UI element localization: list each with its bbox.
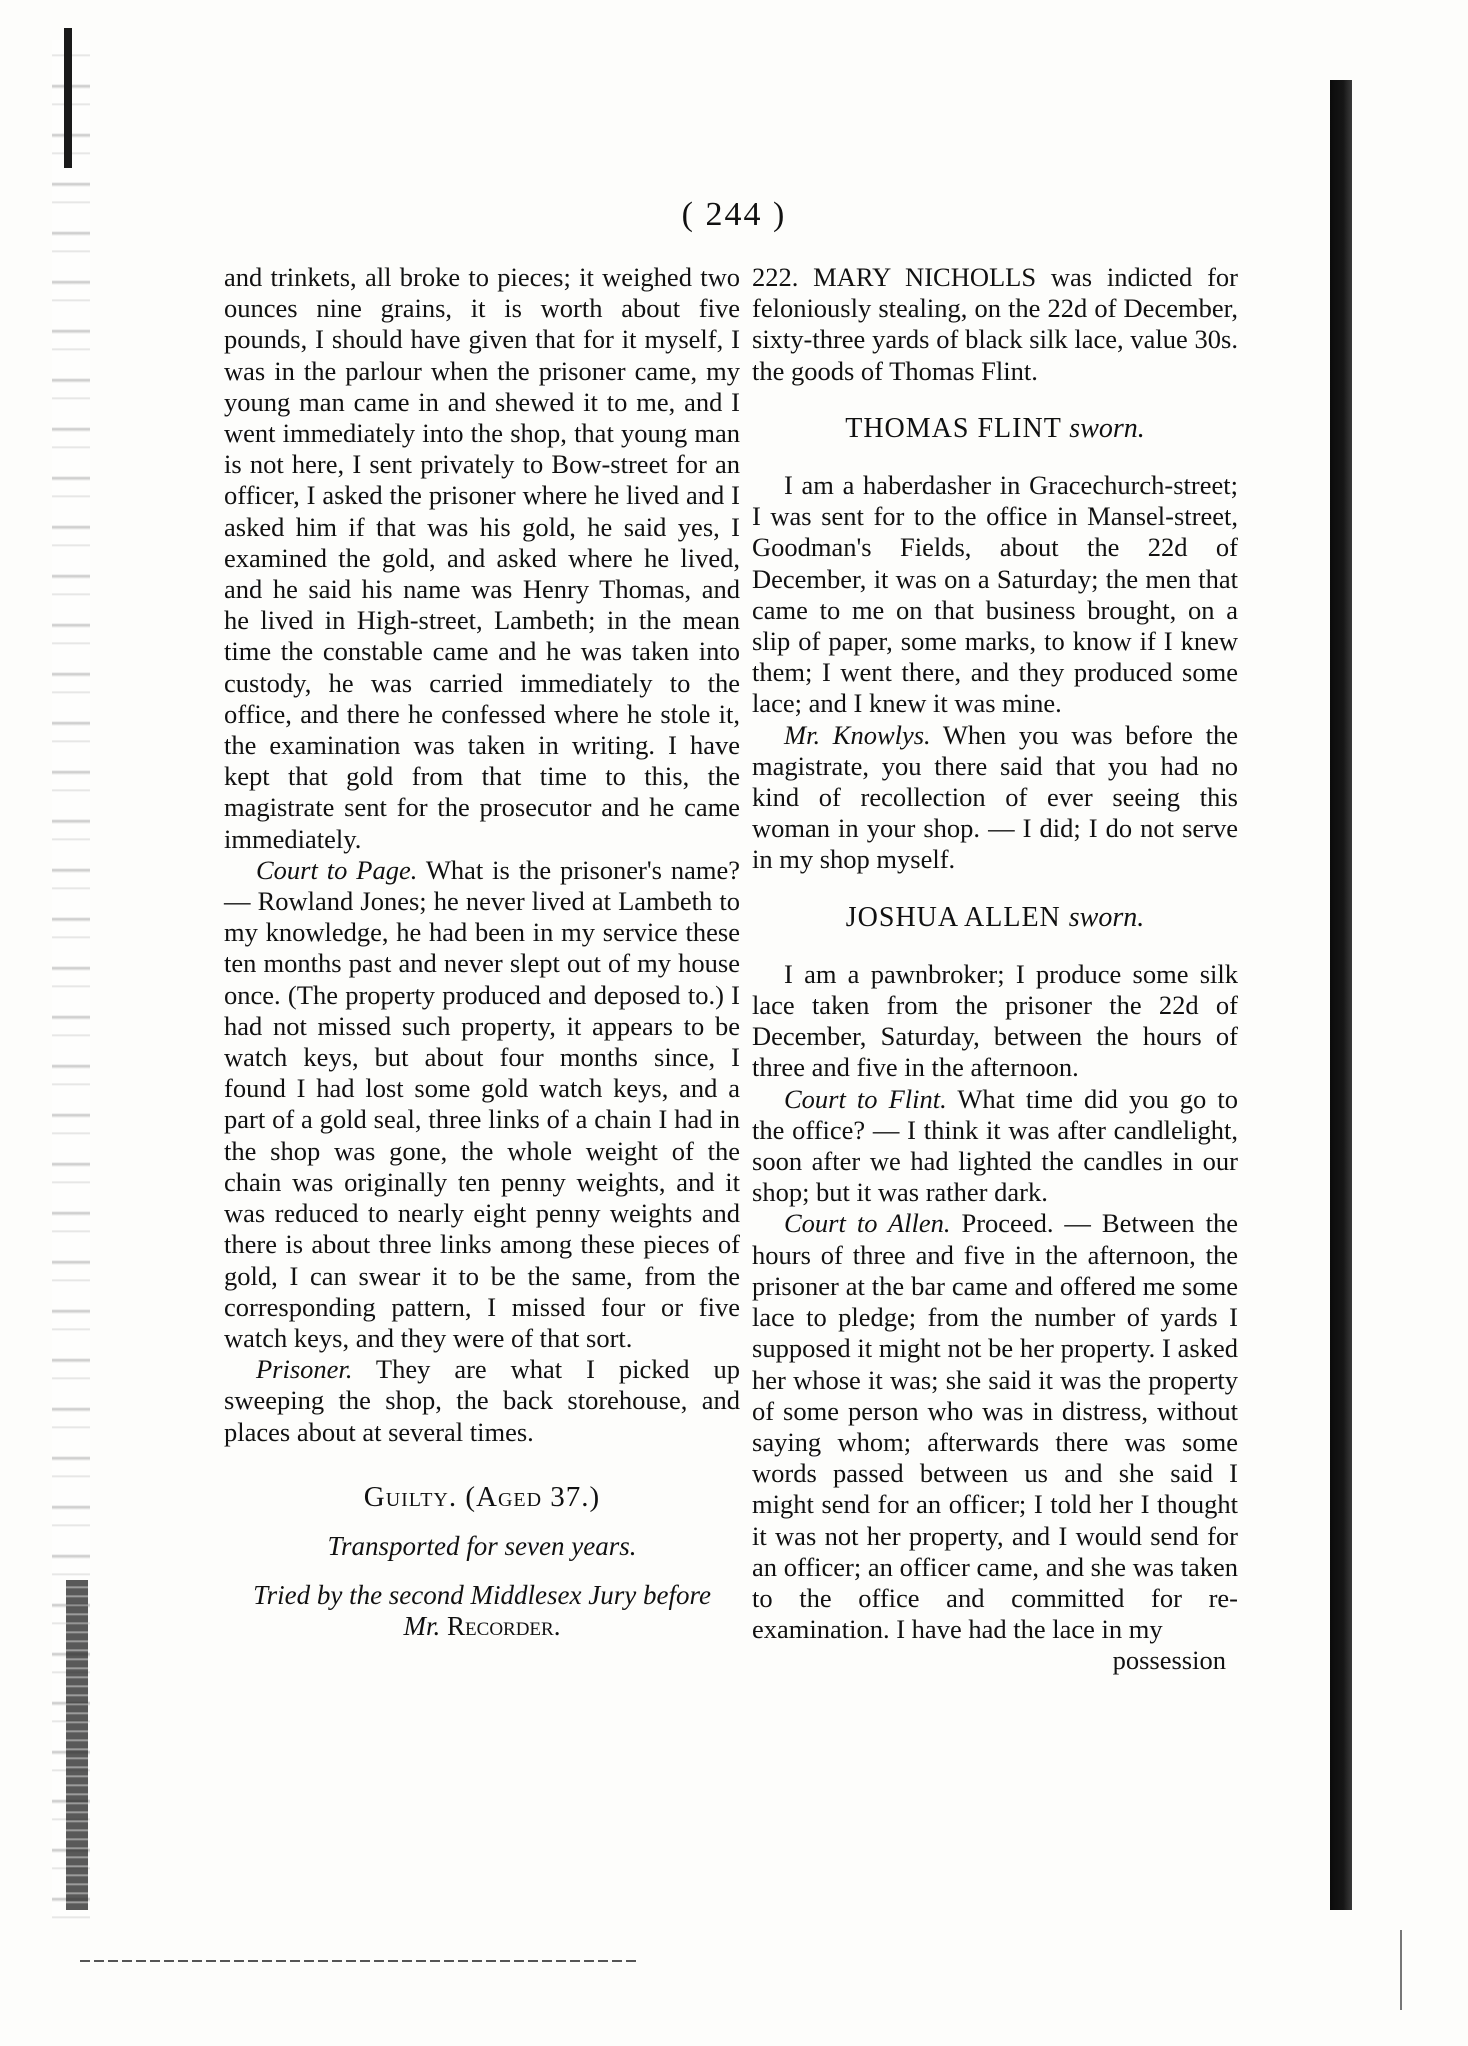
- speaker-label: Court to Flint.: [784, 1083, 947, 1114]
- paragraph-text: When you was before the magistrate, you there said that you had no kind of recollection of ever seeing this woman in your shop. — I did; I do not serve in my shop myself.: [752, 719, 1238, 875]
- scan-mark-bottom-left: [66, 1580, 88, 1910]
- verdict: Guilty. (Aged 37.): [363, 1480, 601, 1513]
- paragraph: I am a haberdasher in Gracechurch-street; I was sent for to the office in Mansel-street, Goodman's Fields, about the 22d of December, it was on a Saturday; the men that came to me on that business brought, on a slip of paper, some marks, to know if I knew them; I went there, and they produced some lace; and I knew it was mine.: [752, 470, 1238, 719]
- paragraph-text: What is the prisoner's name? — Rowland Jones; he never lived at Lambeth to my knowledge, he had been in my service these ten months past and never slept out of my house once. (The property produced and deposed to.) I had not missed such property, it appears to be watch keys, but about four months since, I found I had lost some gold watch keys, and a part of a gold seal, three links of a chain I had in the shop was gone, the whole weight of the chain was originally ten penny weights, and it was reduced to nearly eight penny weights and there is about three links among these pieces of gold, I can swear it to be the same, from the corresponding pattern, I missed four or five watch keys, and they were of that sort.: [224, 854, 740, 1353]
- paragraph-text: What time did you go to the office? — I think it was after candlelight, soon after we had lighted the candles in our shop; but it was rather dark.: [752, 1083, 1238, 1208]
- scan-tick-bottom-right: [1400, 1930, 1402, 2010]
- page-number: ( 244 ): [681, 196, 787, 233]
- paragraph-text: Proceed. — Between the hours of three and five in the afternoon, the prisoner at the bar came and offered me some lace to pledge; from the number of yards I supposed it might not be her property. I asked her whose it was; she said it was the property of some person who was in distress, without saying whom; afterwards there was some words passed between us and she said I might send for an officer; I told her I thought it was not her property, and I would send for an officer; an officer came, and she was taken to the office and committed for re-examination. I have had the lace in my: [752, 1208, 1238, 1645]
- court-name: [224, 1611, 740, 1642]
- speaker-label: Mr. Knowlys.: [784, 719, 931, 750]
- right-column: [752, 262, 1238, 1677]
- witness-name: THOMAS FLINT: [845, 412, 1062, 444]
- witness-heading: [752, 902, 1238, 933]
- court-recorder: Recorder.: [447, 1611, 561, 1642]
- scan-edge-right: [1330, 80, 1352, 1910]
- speaker-label: Court to Allen.: [784, 1208, 951, 1239]
- paragraph: I am a pawnbroker; I produce some silk lace taken from the prisoner the 22d of December, Saturday, between the hours of three and five in the afternoon.: [752, 958, 1238, 1083]
- speaker-label: Prisoner.: [256, 1354, 353, 1385]
- scan-bottom-line: [80, 1960, 640, 1962]
- court-line: Tried by the second Middlesex Jury before: [253, 1580, 711, 1611]
- paragraph: [224, 1354, 740, 1448]
- paragraph: [752, 1208, 1238, 1645]
- sentence: Transported for seven years.: [327, 1530, 637, 1561]
- indictment: 222. MARY NICHOLLS was indicted for feloniously stealing, on the 22d of December, sixty-three yards of black silk lace, value 30s. the goods of Thomas Flint.: [752, 262, 1238, 386]
- court-title: Mr.: [403, 1611, 441, 1642]
- catchword: possession: [1112, 1645, 1226, 1676]
- paragraph: [752, 1084, 1238, 1209]
- paragraph: [224, 855, 740, 1354]
- sworn-label: sworn.: [1068, 901, 1145, 933]
- paragraph: [752, 720, 1238, 876]
- left-column: [224, 262, 740, 1643]
- scan-mark-top-left: [64, 28, 72, 168]
- witness-heading: [752, 413, 1238, 444]
- paragraph-text: They are what I picked up sweeping the shop, the back storehouse, and places about at several times.: [224, 1354, 740, 1447]
- speaker-label: Court to Page.: [256, 854, 418, 885]
- witness-name: JOSHUA ALLEN: [845, 901, 1061, 933]
- sworn-label: sworn.: [1069, 412, 1145, 444]
- paragraph: and trinkets, all broke to pieces; it weighed two ounces nine grains, it is worth about five pounds, I should have given that for it myself, I was in the parlour when the prisoner came, my young man came in and shewed it to me, and I went immediately into the shop, that young man is not here, I sent privately to Bow-street for an officer, I asked the prisoner where he lived and I asked him if that was his gold, he said yes, I examined the gold, and asked where he lived, and he said his name was Henry Thomas, and he lived in High-street, Lambeth; in the mean time the constable came and he was taken into custody, he was carried immediately to the office, and there he confessed where he stole it, the examination was taken in writing. I have kept that gold from that time to this, the magistrate sent for the prosecutor and he came immediately.: [224, 262, 740, 854]
